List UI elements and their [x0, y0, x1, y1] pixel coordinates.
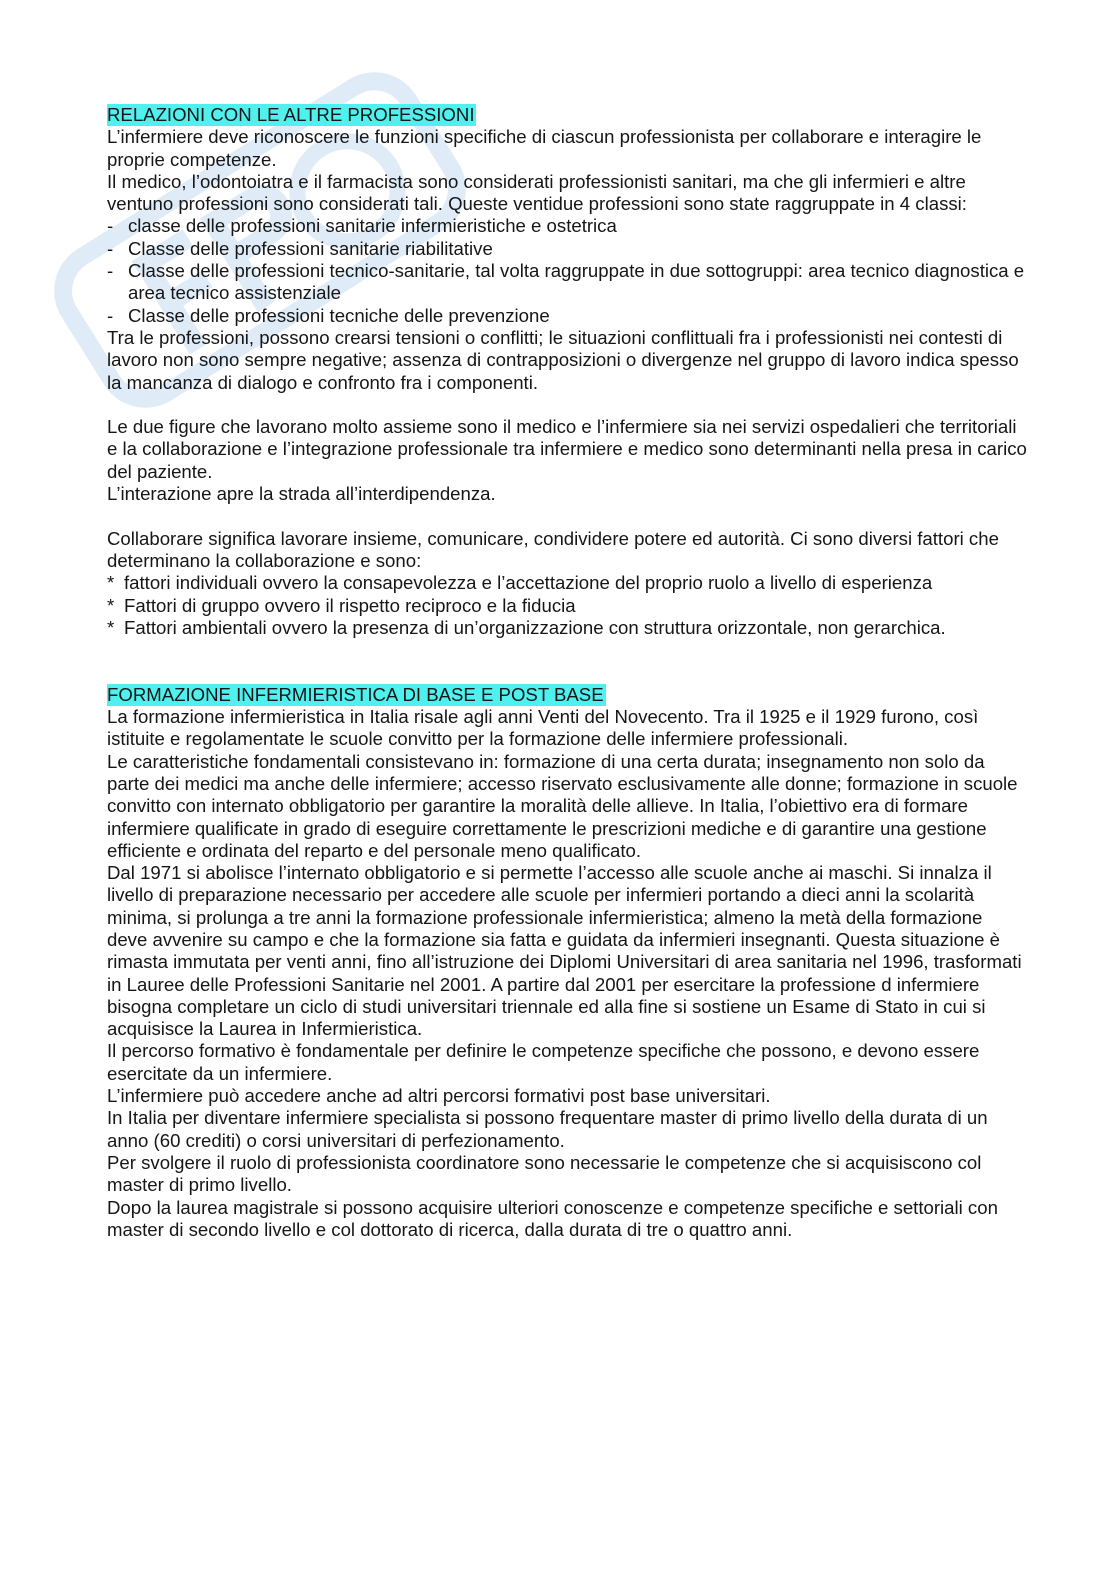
dash-bullet-icon: - [107, 237, 114, 259]
asterisk-bullet-icon: * [107, 616, 115, 638]
list-item [107, 595, 1027, 617]
paragraph: Dopo la laurea magistrale si possono acquisire ulteriori conoscenze e competenze specifiche e settoriali con master di secondo livello e col dottorato di ricerca, dalla durata di tre o quattro anni. [107, 1196, 998, 1240]
list-item-text: fattori individuali ovvero la consapevolezza e l’accettazione del proprio ruolo a livello di esperienza [124, 572, 933, 594]
dash-bullet-icon: - [107, 304, 114, 326]
paragraph: La formazione infermieristica in Italia risale agli anni Venti del Novecento. Tra il 1925 e il 1929 furono, così istituite e regolamentate le scuole convitto per la formazione delle infermiere professionali. [107, 706, 979, 750]
list-item [107, 215, 1027, 237]
paragraph: In Italia per diventare infermiere specialista si possono frequentare master di primo livello della durata di un anno (60 crediti) o corsi universitari di perfezionamento. [107, 1107, 988, 1151]
paragraph: Dal 1971 si abolisce l’internato obbligatorio e si permette l’accesso alle scuole anche ai maschi. Si innalza il livello di preparazione necessario per accedere alle scuole per infermieri portando a dieci anni la scolarità minima, si prolunga a tre anni la formazione professionale infermieristica; almeno la metà della formazione deve avvenire su campo e che la formazione sia fatta e guidata da infermieri insegnanti. Questa situazione è rimasta immutata per venti anni, fino all’istruzione dei Diplomi Universitari di area sanitaria nel 1996, trasformati in Lauree delle Professioni Sanitarie nel 2001. A partire dal 2001 per esercitare la professione d infermiere bisogna completare un ciclo di studi universitari triennale ed alla fine si sostiene un Esame di Stato in cui si acquisisce la Laurea in Infermieristica. [107, 862, 1022, 1040]
paragraph: L’interazione apre la strada all’interdipendenza. [107, 483, 496, 505]
paragraph: Tra le professioni, possono crearsi tensioni o conflitti; le situazioni conflittuali fra i professionisti nei contesti di lavoro non sono sempre negative; assenza di contrapposizioni o divergenze nel gruppo di lavoro indica spesso la mancanza di dialogo e confronto fra i componenti. [107, 326, 1019, 393]
dash-bullet-icon: - [107, 215, 114, 237]
list-item [107, 305, 1027, 327]
paragraph: Le caratteristiche fondamentali consistevano in: formazione di una certa durata; insegnamento non solo da parte dei medici ma anche delle infermiere; accesso riservato esclusivamente alle donne; formazione in scuole convitto con internato obbligatorio per garantire la moralità delle allieve. In Italia, l’obiettivo era di formare infermiere qualificate in grado di eseguire correttamente le prescrizioni mediche e di garantire una gestione efficiente e ordinata del reparto e del personale meno qualificato. [107, 750, 1018, 861]
list-item [107, 260, 1027, 305]
list-item-text: Classe delle professioni tecnico-sanitarie, tal volta raggruppate in due sottogruppi: area tecnico diagnostica e area tecnico assistenziale [128, 260, 1025, 304]
list-item-text: classe delle professioni sanitarie infermieristiche e ostetrica [128, 215, 617, 237]
list-item-text: Fattori ambientali ovvero la presenza di un’organizzazione con struttura orizzontale, non gerarchica. [124, 616, 946, 638]
list-item-text: Classe delle professioni sanitarie riabilitative [128, 237, 493, 259]
paragraph: Il medico, l’odontoiatra e il farmacista sono considerati professionisti sanitari, ma che gli infermieri e altre ventuno professioni sono considerati tali. Queste ventidue professioni sono state raggruppate in 4 classi: [107, 170, 967, 215]
paragraph: Le due figure che lavorano molto assieme sono il medico e l’infermiere sia nei servizi ospedalieri che territoriali e la collaborazione e l’integrazione professionale tra infermiere e medico sono determinanti nella presa in carico del paziente. [107, 416, 1027, 482]
asterisk-bullet-icon: * [107, 572, 115, 594]
paragraph: Collaborare significa lavorare insieme, comunicare, condividere potere ed autorità. Ci sono diversi fattori che determinano la collaborazione e sono: [107, 527, 999, 571]
section-heading-relazioni: RELAZIONI CON LE ALTRE PROFESSIONI [107, 104, 475, 125]
collaboration-factors-list [107, 572, 1027, 639]
paragraph: L’infermiere deve riconoscere le funzioni specifiche di ciascun professionista per collaborare e interagire le proprie competenze. [107, 126, 982, 170]
document-page [107, 104, 1027, 1241]
paragraph: Il percorso formativo è fondamentale per definire le competenze specifiche che possono, e devono essere esercitate da un infermiere. [107, 1040, 980, 1084]
dash-bullet-icon: - [107, 260, 114, 282]
list-item [107, 238, 1027, 260]
list-item-text: Classe delle professioni tecniche delle prevenzione [128, 304, 550, 326]
professions-class-list [107, 215, 1027, 326]
asterisk-bullet-icon: * [107, 594, 115, 616]
paragraph: L’infermiere può accedere anche ad altri percorsi formativi post base universitari. [107, 1085, 771, 1107]
paragraph: Per svolgere il ruolo di professionista coordinatore sono necessarie le competenze che si acquisiscono col master di primo livello. [107, 1151, 982, 1196]
list-item [107, 572, 1027, 594]
list-item-text: Fattori di gruppo ovvero il rispetto reciproco e la fiducia [124, 594, 576, 616]
list-item [107, 617, 1027, 639]
section-heading-formazione: FORMAZIONE INFERMIERISTICA DI BASE E POST BASE [107, 683, 604, 705]
